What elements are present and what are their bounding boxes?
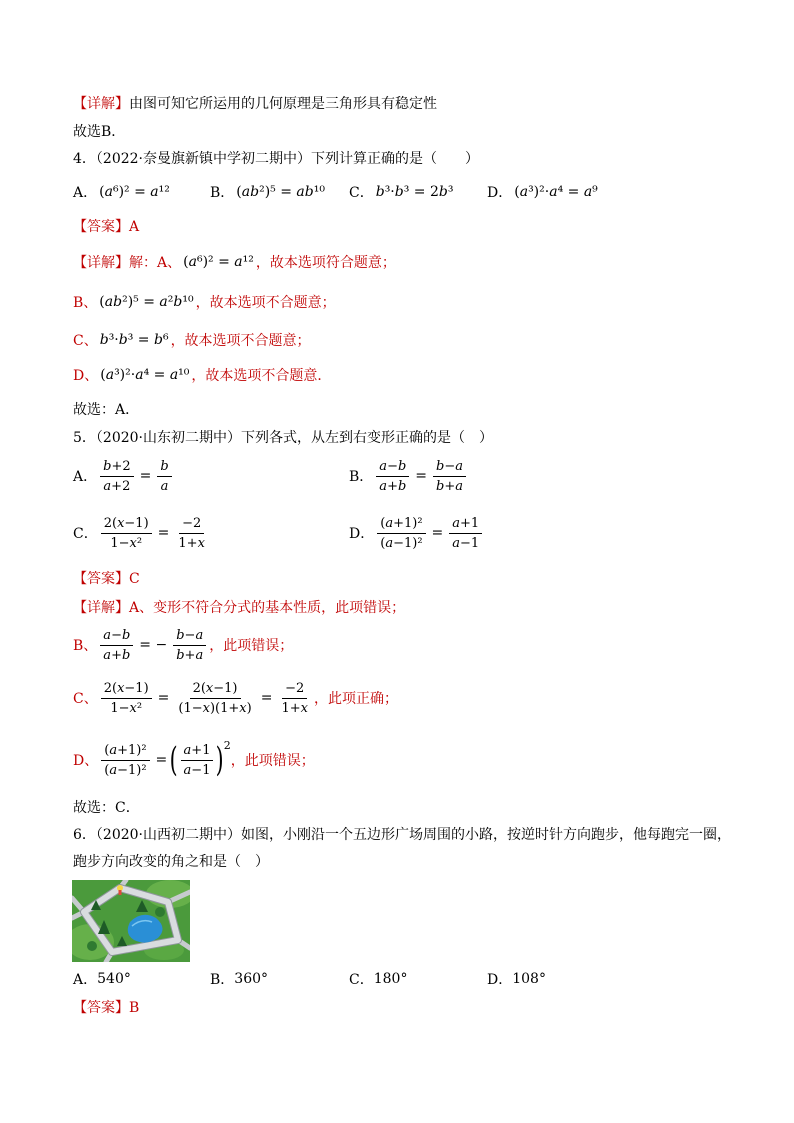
q5-choice [73,797,140,817]
equals-sign: = [260,690,273,706]
q4-explain-line-b [73,292,336,312]
explain-formula: (a³)²·a⁴ = a¹⁰ [100,367,190,383]
math-variable: b [375,184,385,200]
option-label: C． [349,972,374,988]
q4-explain-line-c [73,330,311,350]
prev-explanation [73,93,437,113]
math-variable: a [188,254,197,270]
numerator: 2(x−1) [101,515,152,534]
numerator: a−b [100,627,133,646]
explain-suffix: ，此项错误； [230,753,315,769]
math-variable: x [205,680,214,696]
option-label: C． [349,185,374,201]
answer-text: 【答案】B [73,1000,140,1016]
denominator [158,477,172,495]
math-variable: a [385,515,394,531]
explain-prefix: D、 [73,753,99,769]
option-value: 180° [373,971,408,987]
q6-stem-line-1 [73,824,731,844]
answer-text: 【答案】A [73,219,140,235]
math-variable: a [109,742,118,758]
math-variable: a [234,254,243,270]
option-formula: b³·b³ = 2b³ [375,184,454,200]
math-variable: b [176,647,185,663]
math-variable: b [436,458,445,474]
option-label: A． [73,972,98,988]
math-variable: a [183,762,192,778]
question-stem: 5．（2020·山东初二期中）下列各式，从左到右变形正确的是（ ） [73,430,493,446]
numerator: b−a [433,458,466,477]
q5-option-a [73,454,175,498]
open-paren: ( [169,740,178,780]
question-stem: 跑步方向改变的角之和是（ ） [73,854,269,870]
equals-sign: = [415,468,428,484]
explain-suffix: ，此项正确； [313,691,398,707]
denominator: a+b [103,647,131,663]
option-formula: (a⁶)² = a¹² [99,184,170,200]
q6-options [0,969,794,989]
denominator: a−1 [452,535,480,551]
fraction [278,680,311,717]
math-variable: a [103,478,112,494]
explain-prefix: C、 [73,333,98,349]
explain-suffix: ，故本选项不合题意； [195,295,336,311]
explain-text: 由图可知它所运用的几何原理是三角形具有稳定性 [129,96,437,112]
fraction [175,680,254,717]
option-label: B． [210,972,235,988]
explain-suffix: ，故本选项不合题意； [170,333,311,349]
math-variable: x [197,535,205,551]
q4-explain-line-a [73,252,396,272]
explain-prefix: B、 [73,295,98,311]
equals-sign: = [157,690,170,706]
q5-options-row-1 [0,454,794,498]
numerator: a−b [376,458,409,477]
q6-option-a [73,969,131,989]
numerator [157,458,171,477]
fraction [157,458,171,495]
answer-text: 【答案】C [73,571,140,587]
equals-minus-sign: = − [139,637,168,653]
math-variable: a [385,535,394,551]
q6-option-c [349,969,407,989]
math-variable: a [379,478,388,494]
fraction [181,742,214,779]
math-variable: a [455,458,464,474]
math-variable: x [117,515,125,531]
option-value: 540° [97,971,131,987]
option-label: A． [73,185,98,201]
question-stem: 6．（2020·山西初二期中）如图，小刚沿一个五边形广场周围的小路，按逆时针方向跑步，他每跑完一圈， [73,827,731,843]
math-variable: b [173,294,183,310]
q6-answer [73,997,139,1017]
denominator: 1−x² [110,535,143,551]
choice-text: 故选：C． [73,800,140,816]
equals-sign: = [139,468,152,484]
explain-prefix: B、 [73,638,98,654]
fraction [433,458,466,495]
numerator: a+1 [181,742,214,761]
option-formula: (ab²)⁵ = ab¹⁰ [236,184,325,200]
equals-sign: = [155,752,168,768]
explain-prefix: C、 [73,691,98,707]
q5-explain-line-a [73,597,405,617]
math-variable: a [549,184,558,200]
explain-text: A、变形不符合分式的基本性质，此项错误； [129,600,406,616]
bush [155,907,165,917]
q5-option-d [349,511,485,555]
equals-sign: = [157,525,170,541]
math-variable: a [104,294,114,310]
option-value: 360° [234,971,269,987]
equals-sign: = [431,525,444,541]
q4-explain-line-d [73,365,331,385]
math-variable: b [118,332,128,348]
explain-tag: 【详解】 [73,96,129,112]
denominator: a−1 [183,762,211,778]
q4-options [0,182,794,202]
math-variable: a [135,367,144,383]
q4-choice [73,399,139,419]
math-variable: b [397,458,407,474]
explain-formula: (ab²)⁵ = a²b¹⁰ [99,294,194,310]
math-variable: x [202,700,210,716]
fraction [173,627,206,664]
question-stem: 4．（2022·奈曼旗新镇中学初二期中）下列计算正确的是（ ） [73,151,479,167]
numerator: −2 [282,680,307,699]
option-label: B． [349,469,374,485]
math-variable: b [397,478,407,494]
math-variable: a [583,184,593,200]
explain-formula: (a⁶)² = a¹² [183,254,254,270]
option-value: 108° [512,971,546,987]
runner-body [119,890,122,895]
fraction [100,458,134,495]
math-variable: a [195,647,204,663]
choice-text: 故选：A． [73,402,140,418]
math-variable: b [121,647,131,663]
math-variable: a [169,367,179,383]
denominator: a+b [379,478,407,494]
q5-explain-line-d [73,738,315,782]
explain-prefix: D、 [73,368,99,384]
q4-option-d [487,182,600,202]
fraction [376,458,409,495]
denominator: 1+x [281,700,308,716]
math-variable: b [160,458,169,474]
math-variable: b [304,184,314,200]
numerator: 2(x−1) [101,680,152,699]
q5-option-b [349,454,469,498]
prev-choice [73,121,125,141]
math-variable: a [241,184,251,200]
q6-stem-line-2 [73,851,269,871]
q4-stem [73,148,479,168]
denominator: (1−x)(1+x) [178,700,252,716]
fraction [100,627,133,664]
option-label: C． [73,526,98,542]
denominator: b+a [176,647,204,663]
bush [87,941,97,951]
math-variable: a [452,535,461,551]
fraction [449,515,482,552]
option-formula: (a³)²·a⁴ = a⁹ [514,184,598,200]
math-variable: b [250,184,260,200]
denominator: a+2 [103,478,131,494]
math-variable: x [129,535,137,551]
explain-suffix: ，此项错误； [209,638,294,654]
math-variable: a [103,647,112,663]
math-variable: a [452,515,461,531]
numerator: b−a [173,627,206,646]
close-paren: ) [216,740,225,780]
math-variable: b [99,332,109,348]
math-variable: x [129,700,137,716]
explain-formula: b³·b³ = b⁶ [99,332,169,348]
math-variable: b [121,627,131,643]
option-label: D． [487,972,513,988]
q5-option-c [73,511,211,555]
math-variable: a [160,478,169,494]
denominator: (a−1)² [380,535,423,551]
q4-option-a [73,182,172,202]
q5-explain-line-b [73,623,293,667]
math-variable: x [117,680,125,696]
numerator: (a+1)² [101,742,149,761]
math-variable: b [394,184,404,200]
q6-option-d [487,969,546,989]
math-variable: b [153,332,163,348]
math-variable: a [109,762,118,778]
math-variable: a [519,184,529,200]
fraction [101,742,149,779]
exponent: 2 [223,739,231,752]
option-label: B． [210,185,235,201]
q5-options-row-2 [0,511,794,555]
denominator: 1+x [178,535,205,551]
numerator: b+2 [100,458,134,477]
math-variable: a [104,184,113,200]
math-variable: b [436,478,445,494]
q4-answer [73,216,139,236]
explain-suffix: ，故本选项符合题意； [255,255,396,271]
pentagon-square-map-image [72,880,190,962]
explain-tag: 【详解】 [73,255,129,271]
math-variable: a [296,184,305,200]
math-variable: b [176,627,185,643]
explain-suffix: ，故本选项不合题意． [191,368,332,384]
math-variable: a [455,478,464,494]
q5-explain-line-c [73,676,398,720]
fraction [101,515,152,552]
math-variable: a [183,742,192,758]
choice-text: 故选B． [73,124,126,140]
fraction [101,680,152,717]
q5-answer [73,568,140,588]
math-variable: b [438,184,448,200]
math-variable: a [159,294,168,310]
math-variable: x [300,700,308,716]
option-label: A． [73,469,98,485]
math-variable: a [379,458,388,474]
explain-prefix: 解：A、 [129,255,182,271]
denominator: 1−x² [110,700,143,716]
math-variable: a [105,367,115,383]
q6-option-b [210,969,268,989]
explain-tag: 【详解】 [73,600,129,616]
math-variable: a [103,627,112,643]
numerator: (a+1)² [377,515,425,534]
q4-option-c [349,182,455,202]
numerator: 2(x−1) [190,680,241,699]
math-variable: x [239,700,247,716]
option-label: D． [487,185,513,201]
denominator: b+a [436,478,464,494]
denominator: (a−1)² [104,762,147,778]
numerator: −2 [179,515,204,534]
numerator: a+1 [449,515,482,534]
fraction [377,515,425,552]
q5-stem [73,427,493,447]
math-variable: b [113,294,123,310]
math-variable: b [103,458,112,474]
q4-option-b [210,182,327,202]
math-variable: a [195,627,204,643]
fraction [175,515,208,552]
math-variable: a [150,184,159,200]
option-label: D． [349,526,375,542]
